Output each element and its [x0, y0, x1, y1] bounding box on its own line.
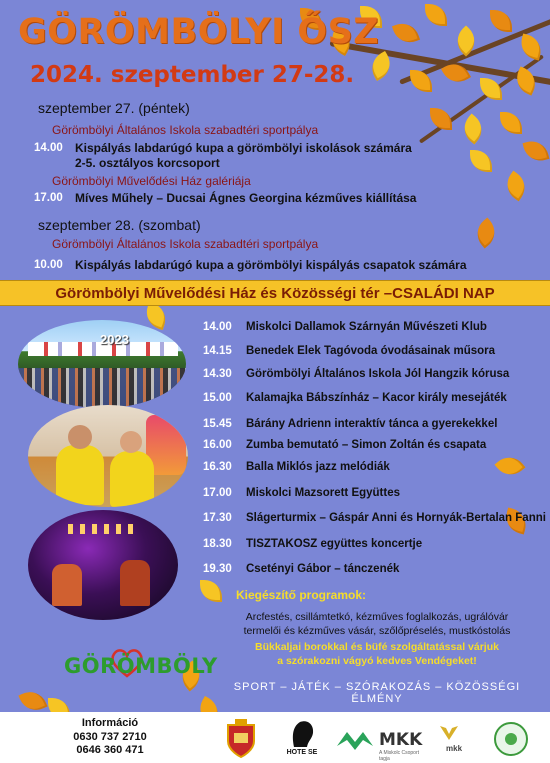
- program-time: 17.00: [203, 487, 232, 499]
- program-time: 16.30: [203, 461, 232, 473]
- program-text: Benedek Elek Tagóvoda óvodásainak műsora: [246, 345, 496, 357]
- program-time: 19.30: [203, 563, 232, 575]
- banner-text: Görömbölyi Művelődési Ház és Közösségi tér –CSALÁDI NAP: [55, 285, 495, 302]
- festival-crowd-photo: [18, 320, 186, 408]
- leaf-logo-icon: [438, 722, 460, 744]
- program-time: 14.15: [203, 345, 232, 357]
- green-seal-icon: [494, 722, 528, 756]
- day2-event1-text: Kispályás labdarúgó kupa a görömbölyi kispályás csapatok számára: [75, 258, 467, 272]
- program-text: Miskolci Mazsorett Együttes: [246, 487, 401, 499]
- slogan: SPORT – JÁTÉK – SZÓRAKOZÁS – KÖZÖSSÉGI ÉLMÉNY: [233, 681, 521, 705]
- program-text: Csetényi Gábor – tánczenék: [246, 563, 400, 575]
- day1-event1-line1: Kispályás labdarúgó kupa a görömbölyi iskolások számára: [75, 141, 412, 155]
- program-time: 15.45: [203, 418, 232, 430]
- mkk-small-label: mkk: [446, 744, 463, 753]
- day1-event2-time: 17.00: [34, 192, 63, 204]
- program-text: Slágerturmix – Gáspár Anni és Hornyák-Bertalan Fanni: [246, 512, 546, 524]
- invitation-line: a szórakozni vágyó kedves Vendégeket!: [277, 655, 477, 667]
- volunteers-photo: [28, 405, 188, 507]
- program-text: TISZTAKOSZ együttes koncertje: [246, 538, 423, 550]
- mkk-small-logo: [438, 722, 478, 756]
- sponsor-footer: [0, 712, 550, 763]
- day1-venue2: Görömbölyi Művelődési Ház galériája: [52, 174, 251, 188]
- phone-number: 0630 737 2710: [73, 730, 147, 743]
- program-text: Görömbölyi Általános Iskola Jól Hangzik kórusa: [246, 368, 510, 380]
- day1-event1-text: [75, 141, 412, 171]
- coat-of-arms-icon: [224, 719, 258, 759]
- phone-number: 0646 360 471: [76, 744, 144, 756]
- photo-year-label: 2023: [100, 332, 129, 347]
- day1-venue1: Görömbölyi Általános Iskola szabadtéri sportpálya: [52, 123, 319, 137]
- day1-heading: szeptember 27. (péntek): [38, 100, 190, 116]
- program-text: Kalamajka Bábszínház – Kacor király mesejáték: [246, 392, 507, 404]
- extras-title: Kiegészítő programok:: [236, 588, 367, 602]
- day1-event1-line2: 2-5. osztályos korcsoport: [75, 156, 220, 170]
- concert-photo: [28, 510, 178, 620]
- extras-description: [212, 610, 542, 638]
- program-time: 16.00: [203, 439, 232, 451]
- day1-event2-text: Míves Műhely – Ducsai Ágnes Georgina kézműves kiállítása: [75, 191, 417, 205]
- program-time: 17.30: [203, 512, 232, 524]
- hote-label: HOTE SE: [286, 749, 318, 756]
- extras-line: termelői és kézműves vásár, szőlőpréselés, mustkóstolás: [243, 625, 511, 637]
- mkk-sublabel: A Miskolc Csoport tagja: [379, 750, 420, 762]
- program-text: Miskolci Dallamok Szárnyán Művészeti Klub: [246, 321, 487, 333]
- program-text: Balla Miklós jazz melódiák: [246, 461, 390, 473]
- day2-venue1: Görömbölyi Általános Iskola szabadtéri sportpálya: [52, 237, 319, 251]
- program-text: Zumba bemutató – Simon Zoltán és csapata: [246, 439, 487, 451]
- contact-info: [0, 717, 220, 758]
- family-day-banner: [0, 280, 550, 306]
- mkk-shape-icon: [335, 724, 375, 754]
- day2-event1-time: 10.00: [34, 259, 63, 271]
- gorombooly-logo: GÖRÖMBÖLY: [64, 654, 218, 678]
- hote-se-logo: [282, 717, 322, 761]
- info-title: Információ: [81, 717, 139, 729]
- head-silhouette-icon: [282, 717, 322, 749]
- program-text: Bárány Adrienn interaktív tánca a gyerekekkel: [246, 418, 498, 430]
- day2-heading: szeptember 28. (szombat): [38, 217, 201, 233]
- program-time: 14.30: [203, 368, 232, 380]
- program-time: 15.00: [203, 392, 232, 404]
- program-time: 18.30: [203, 538, 232, 550]
- event-date: 2024. szeptember 27-28.: [30, 62, 355, 88]
- invitation-text: [212, 640, 542, 668]
- invitation-line: Bükkaljai borokkal és büfé szolgáltatással várjuk: [255, 641, 499, 653]
- mkk-logo: [335, 724, 425, 762]
- extras-line: Arcfestés, csillámtetkó, kézműves foglalkozás, ugrálóvár: [245, 611, 509, 623]
- mkk-label: MKK: [379, 730, 423, 750]
- program-time: 14.00: [203, 321, 232, 333]
- page-title: GÖRÖMBÖLYI ŐSZ: [18, 12, 380, 52]
- day1-event1-time: 14.00: [34, 142, 63, 154]
